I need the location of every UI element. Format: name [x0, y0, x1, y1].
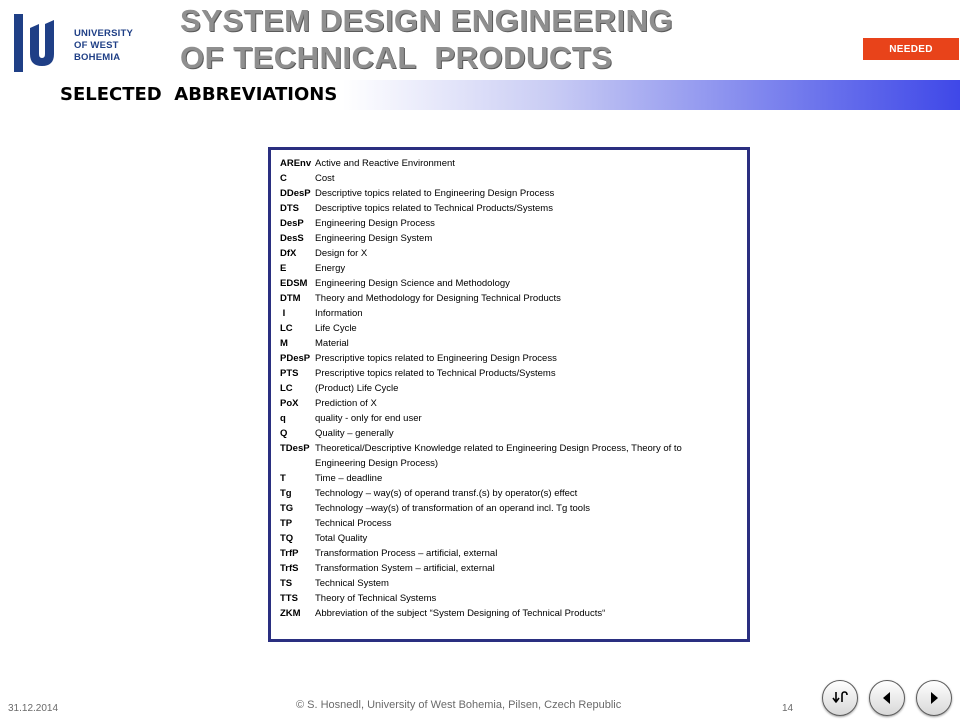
abbreviations-box	[268, 147, 750, 642]
abbreviation-term: DesP	[280, 218, 304, 229]
university-logo	[12, 14, 152, 74]
abbreviation-term: PTS	[280, 368, 299, 379]
slide-title-line1: SYSTEM DESIGN ENGINEERING	[180, 3, 674, 38]
page-number: 14	[782, 703, 794, 714]
abbreviation-definition	[315, 561, 741, 576]
abbreviation-row	[280, 441, 741, 471]
abbreviation-row	[280, 156, 741, 171]
abbreviation-definition-line: Energy	[315, 263, 346, 274]
abbreviation-definition-line: Engineering Design Science and Methodology	[315, 278, 510, 289]
abbreviation-row	[280, 276, 741, 291]
abbreviation-row	[280, 306, 741, 321]
abbreviation-definition-line: Material	[315, 338, 349, 349]
abbreviation-definition-line: Life Cycle	[315, 323, 357, 334]
abbreviation-definition-line: Theory and Methodology for Designing Technical Products	[315, 293, 561, 304]
abbreviation-term: TQ	[280, 533, 294, 544]
abbreviation-term: ZKM	[280, 608, 301, 619]
abbreviation-definition	[315, 171, 741, 186]
abbreviation-term: TDesP	[280, 443, 310, 454]
abbreviation-row	[280, 246, 741, 261]
abbreviation-definition-line: Total Quality	[315, 533, 368, 544]
abbreviation-row	[280, 411, 741, 426]
abbreviation-definition-line: Transformation Process – artificial, external	[315, 548, 498, 559]
abbreviation-term: M	[280, 338, 288, 349]
abbreviation-definition	[315, 516, 741, 531]
abbreviation-definition	[315, 336, 741, 351]
abbreviation-definition-line: Descriptive topics related to Technical Products/Systems	[315, 203, 553, 214]
abbreviation-term: DfX	[280, 248, 297, 259]
abbreviation-definition-line: quality - only for end user	[315, 413, 422, 424]
abbreviation-definition-line: Theory of Technical Systems	[315, 593, 437, 604]
abbreviation-definition-line: Prescriptive topics related to Engineering Design Process	[315, 353, 557, 364]
footer-date: 31.12.2014	[8, 703, 59, 714]
abbreviation-definition-line: (Product) Life Cycle	[315, 383, 399, 394]
abbreviation-row	[280, 186, 741, 201]
abbreviation-definition	[315, 381, 741, 396]
abbreviation-row	[280, 366, 741, 381]
abbreviation-definition	[315, 261, 741, 276]
abbreviation-row	[280, 471, 741, 486]
abbreviation-term: TrfS	[280, 563, 299, 574]
next-slide-button[interactable]	[916, 680, 952, 716]
abbreviation-row	[280, 516, 741, 531]
abbreviation-definition-line: Technical System	[315, 578, 389, 589]
abbreviation-definition-line: Transformation System – artificial, external	[315, 563, 495, 574]
abbreviation-definition	[315, 321, 741, 336]
return-button[interactable]	[822, 680, 858, 716]
abbreviation-term: TrfP	[280, 548, 299, 559]
abbreviation-row	[280, 396, 741, 411]
abbreviation-definition-line: Engineering Design System	[315, 233, 433, 244]
abbreviation-term: TS	[280, 578, 293, 589]
abbreviation-definition	[315, 606, 741, 621]
abbreviation-row	[280, 201, 741, 216]
abbreviation-definition-line: Cost	[315, 173, 335, 184]
abbreviation-definition	[315, 501, 741, 516]
abbreviation-definition	[315, 231, 741, 246]
abbreviation-term: TTS	[280, 593, 298, 604]
abbreviation-term: EDSM	[280, 278, 308, 289]
abbreviation-definition	[315, 351, 741, 366]
return-arrow-icon	[831, 689, 849, 707]
abbreviation-row	[280, 336, 741, 351]
abbreviation-term: DesS	[280, 233, 304, 244]
abbreviation-row	[280, 261, 741, 276]
abbreviation-definition	[315, 411, 741, 426]
abbreviation-term: DTS	[280, 203, 299, 214]
abbreviation-term: C	[280, 173, 287, 184]
abbreviation-term: E	[280, 263, 287, 274]
abbreviation-row	[280, 381, 741, 396]
abbreviation-term: TP	[280, 518, 293, 529]
abbreviation-term: LC	[280, 383, 293, 394]
abbreviation-definition	[315, 531, 741, 546]
university-name-line2: OF WEST BOHEMIA	[74, 40, 121, 63]
abbreviation-definition-line: Theoretical/Descriptive Knowledge related to Engineering Design Process, Theory of to	[315, 443, 682, 454]
university-name	[74, 28, 152, 64]
abbreviation-term: PDesP	[280, 353, 311, 364]
abbreviation-definition	[315, 576, 741, 591]
abbreviation-row	[280, 231, 741, 246]
abbreviation-row	[280, 561, 741, 576]
abbreviation-definition	[315, 486, 741, 501]
abbreviation-definition	[315, 396, 741, 411]
abbreviation-row	[280, 546, 741, 561]
previous-slide-button[interactable]	[869, 680, 905, 716]
abbreviation-definition	[315, 546, 741, 561]
abbreviation-definition	[315, 156, 741, 171]
abbreviation-definition	[315, 186, 741, 201]
abbreviation-definition	[315, 201, 741, 216]
abbreviation-definition-line: Prediction of X	[315, 398, 377, 409]
abbreviation-definition-line: Engineering Design Process)	[315, 458, 439, 469]
abbreviation-definition-line: Technology –way(s) of transformation of an operand incl. Tg tools	[315, 503, 590, 514]
triangle-right-icon	[927, 690, 941, 706]
abbreviation-definition	[315, 426, 741, 441]
abbreviation-term: DDesP	[280, 188, 311, 199]
abbreviation-term: Q	[280, 428, 288, 439]
abbreviation-term: Tg	[280, 488, 292, 499]
abbreviation-row	[280, 606, 741, 621]
abbreviation-definition	[315, 216, 741, 231]
abbreviation-definition-line: Prescriptive topics related to Technical Products/Systems	[315, 368, 556, 379]
abbreviation-definition-line: Engineering Design Process	[315, 218, 435, 229]
abbreviation-term: I	[280, 308, 286, 319]
abbreviation-row	[280, 291, 741, 306]
abbreviation-term: AREnv	[280, 158, 312, 169]
abbreviation-definition-line: Active and Reactive Environment	[315, 158, 455, 169]
abbreviation-definition	[315, 246, 741, 261]
abbreviation-definition	[315, 366, 741, 381]
abbreviation-definition-line: Quality – generally	[315, 428, 394, 439]
abbreviation-definition	[315, 441, 741, 471]
triangle-left-icon	[880, 690, 894, 706]
footer-copyright: © S. Hosnedl, University of West Bohemia, Pilsen, Czech Republic	[296, 699, 622, 711]
abbreviation-definition-line: Descriptive topics related to Engineering Design Process	[315, 188, 555, 199]
slide-title	[180, 2, 673, 76]
abbreviation-term: q	[280, 413, 286, 424]
abbreviation-definition-line: Technical Process	[315, 518, 392, 529]
abbreviation-definition-line: Information	[315, 308, 363, 319]
abbreviation-row	[280, 321, 741, 336]
abbreviation-row	[280, 501, 741, 516]
abbreviation-row	[280, 171, 741, 186]
abbreviation-definition	[315, 291, 741, 306]
abbreviation-definition-line: Abbreviation of the subject “System Designing of Technical Products“	[315, 608, 606, 619]
abbreviation-row	[280, 351, 741, 366]
slide-subtitle: SELECTED ABBREVIATIONS	[60, 84, 338, 105]
abbreviation-row	[280, 576, 741, 591]
abbreviation-definition	[315, 591, 741, 606]
needed-badge: NEEDED	[863, 38, 959, 60]
abbreviation-definition	[315, 471, 741, 486]
abbreviation-row	[280, 591, 741, 606]
abbreviation-term: TG	[280, 503, 294, 514]
abbreviation-definition	[315, 276, 741, 291]
abbreviations-list	[280, 156, 741, 621]
abbreviation-term: PoX	[280, 398, 299, 409]
university-logo-icon	[12, 14, 68, 74]
abbreviation-row	[280, 486, 741, 501]
abbreviation-row	[280, 426, 741, 441]
abbreviation-term: DTM	[280, 293, 301, 304]
abbreviation-row	[280, 216, 741, 231]
university-name-line1: UNIVERSITY	[74, 28, 134, 39]
abbreviation-definition	[315, 306, 741, 321]
abbreviation-term: LC	[280, 323, 293, 334]
abbreviation-definition-line: Time – deadline	[315, 473, 383, 484]
abbreviation-term: T	[280, 473, 286, 484]
abbreviation-row	[280, 531, 741, 546]
abbreviation-definition-line: Design for X	[315, 248, 368, 259]
slide-title-line2: OF TECHNICAL PRODUCTS	[180, 40, 613, 75]
abbreviation-definition-line: Technology – way(s) of operand transf.(s) by operator(s) effect	[315, 488, 578, 499]
